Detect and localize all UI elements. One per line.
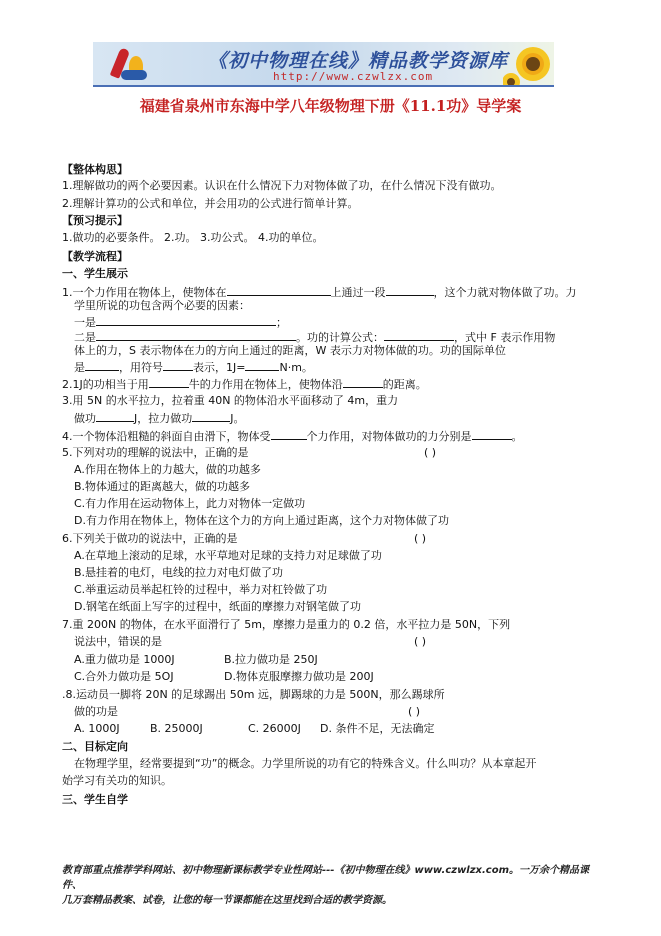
answer-blank <box>149 376 189 388</box>
question-4: 4.一个物体沿粗糙的斜面自由滑下，物体受 个力作用，对物体做功的力分别是 。 <box>62 430 523 443</box>
option-b: B.拉力做功是 250J <box>224 653 318 666</box>
banner-title: 《初中物理在线》精品教学资源库 <box>208 50 509 72</box>
question-1-line-5: 体上的力，S 表示物体在力的方向上通过的距离，W 表示力对物体做的功。功的国际单位 <box>74 344 506 357</box>
option-a: A.重力做功是 1000J <box>74 653 175 666</box>
answer-paren: ( ) <box>424 446 437 459</box>
option-d: D.有力作用在物体上，物体在这个力的方向上通过距离，这个力对物体做了功 <box>74 514 449 527</box>
question-2: 2.1J的功相当于用 牛的力作用在物体上，使物体沿 的距离。 <box>62 378 427 391</box>
part-3-header: 三、学生自学 <box>62 793 128 806</box>
question-7-line-2: 说法中，错误的是 <box>74 635 162 648</box>
question-7: 7.重 200N 的物体，在水平面滑行了 5m，摩擦力是重力的 0.2 倍，水平拉力是 50N，下列 <box>62 618 511 631</box>
answer-blank <box>271 428 307 440</box>
footer-line-2: 几万套精品教案、试卷，让您的每一节课都能在这里找到合适的教学资源。 <box>62 895 392 906</box>
option-c: C.合外力做功是 5OJ <box>74 670 174 683</box>
answer-blank <box>96 329 296 341</box>
answer-blank <box>386 284 434 296</box>
option-b: B.悬挂着的电灯，电线的拉力对电灯做了功 <box>74 566 284 579</box>
option-a: A. 1000J <box>74 722 120 735</box>
option-d: D.钢笔在纸面上写字的过程中，纸面的摩擦力对钢笔做了功 <box>74 600 361 613</box>
question-3-line-2: 做功 J，拉力做功 J。 <box>74 412 245 425</box>
answer-blank <box>384 329 454 341</box>
part-1-header: 一、学生展示 <box>62 267 128 280</box>
part-2-paragraph: 在物理学里，经常要提到“功”的概念。力学里所说的功有它的特殊含义。什么叫功？从本章起开 <box>74 757 537 770</box>
question-3: 3.用 5N 的水平拉力，拉着重 40N 的物体沿水平面移动了 4m，重力 <box>62 394 399 407</box>
goal-2: 2.理解计算功的公式和单位，并会用功的公式进行简单计算。 <box>62 197 359 210</box>
logo-mark-icon <box>121 70 147 80</box>
banner-divider <box>93 85 554 87</box>
answer-blank <box>227 284 331 296</box>
answer-paren: ( ) <box>414 532 427 545</box>
part-2-paragraph-cont: 始学习有关功的知识。 <box>62 774 172 787</box>
option-d: D.物体克服摩擦力做功是 200J <box>224 670 374 683</box>
overall-header: 【整体构思】 <box>62 163 128 176</box>
option-a: A.作用在物体上的力越大，做的功越多 <box>74 463 261 476</box>
header-banner <box>93 42 554 87</box>
answer-blank <box>163 359 193 371</box>
flow-header: 【教学流程】 <box>62 250 128 263</box>
question-8-line-2: 做的功是 <box>74 705 118 718</box>
option-c: C.举重运动员举起杠铃的过程中，举力对杠铃做了功 <box>74 583 328 596</box>
option-d: D. 条件不足，无法确定 <box>320 722 435 735</box>
answer-paren: ( ) <box>408 705 421 718</box>
option-c: C. 26000J <box>248 722 301 735</box>
question-5: 5.下列对功的理解的说法中，正确的是 <box>62 446 249 459</box>
footer-line-1: 教育部重点推荐学科网站、初中物理新课标教学专业性网站---《初中物理在线》www.czwlzx.com。一万余个精品课件、 <box>62 865 590 891</box>
question-1-line-4: 二是 。功的计算公式： ，式中 F 表示作用物 <box>74 331 556 344</box>
answer-blank <box>472 428 512 440</box>
question-8: .8.运动员一脚将 20N 的足球踢出 50m 远，脚踢球的力是 500N，那么踢球所 <box>62 688 445 701</box>
answer-blank <box>96 410 134 422</box>
page-footer <box>62 863 602 908</box>
question-6: 6.下列关于做功的说法中，正确的是 <box>62 532 238 545</box>
question-1-line-3: 一是 ； <box>74 316 287 329</box>
preview-header: 【预习提示】 <box>62 214 128 227</box>
answer-paren: ( ) <box>414 635 427 648</box>
question-1-line-6: 是 ，用符号 表示，1J= N·m。 <box>74 361 313 374</box>
option-a: A.在草地上滚动的足球，水平草地对足球的支持力对足球做了功 <box>74 549 382 562</box>
answer-blank <box>96 314 276 326</box>
option-b: B.物体通过的距离越大，做的功越多 <box>74 480 251 493</box>
answer-blank <box>192 410 230 422</box>
part-2-header: 二、目标定向 <box>62 740 128 753</box>
preview-1: 1.做功的必要条件。 2.功。 3.功公式。 4.功的单位。 <box>62 231 324 244</box>
sunflower-icon <box>503 42 554 87</box>
question-1: 1.一个力作用在物体上，使物体在 上通过一段 ，这个力就对物体做了功。力 <box>62 286 577 299</box>
option-c: C.有力作用在运动物体上，此力对物体一定做功 <box>74 497 306 510</box>
page-title: 福建省泉州市东海中学八年级物理下册《11.1功》导学案 <box>139 97 522 115</box>
answer-blank <box>85 359 119 371</box>
goal-1: 1.理解做功的两个必要因素。认识在什么情况下力对物体做了功，在什么情况下没有做功。 <box>62 179 502 192</box>
answer-blank <box>245 359 279 371</box>
banner-url: http://www.czwlzx.com <box>273 70 434 83</box>
question-1-line-2: 学里所说的功包含两个必要的因素： <box>74 299 250 312</box>
answer-blank <box>343 376 383 388</box>
option-b: B. 25000J <box>150 722 203 735</box>
